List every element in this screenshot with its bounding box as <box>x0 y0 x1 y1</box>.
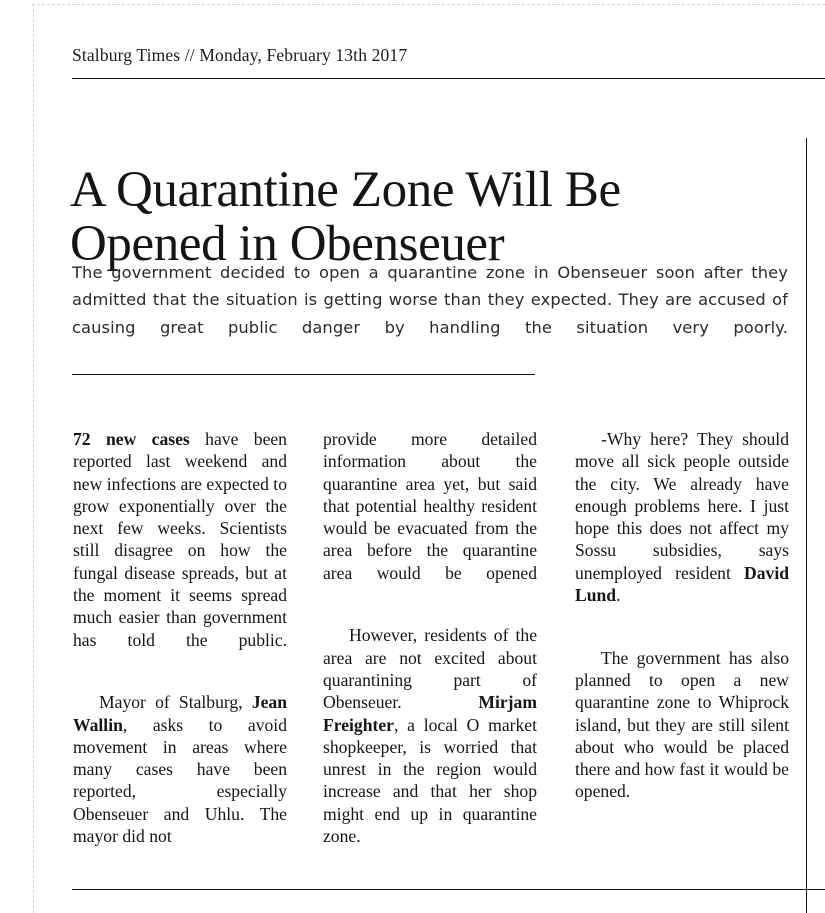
article-column-1 <box>73 428 287 878</box>
paragraph <box>575 428 789 629</box>
article-lede: The government decided to open a quarantine zone in Obenseuer soon after they admitted that the situation is getting worse than they expected. They are accused of causing great public danger by handling the situation very poorly. <box>72 263 788 337</box>
paragraph-text-before: However, residents of the area are not excited about quarantining part of Obenseuer. <box>323 625 537 713</box>
paragraph: The government has also planned to open a new quarantine zone to Whiprock island, but they are still silent about who would be placed there and how fast it would be opened. <box>575 647 789 802</box>
page-guide-vertical-left <box>33 4 34 913</box>
paragraph-text-before: Mayor of Stalburg, <box>99 692 252 713</box>
paragraph-text: have been reported last weekend and new infections are expected to grow exponentially over the next few weeks. Scientists still disagree on how the fungal disease spreads, but at the moment it seems spread much easier than government has told the public. <box>73 429 287 650</box>
headline-line-1: A Quarantine Zone Will Be <box>70 162 621 219</box>
paragraph-text-before: -Why here? They should move all sick people outside the city. We already have enough problems here. I just hope this does not affect my Sossu subsidies, says unemployed resident <box>575 429 789 583</box>
page-edge-rule-right <box>806 138 807 913</box>
paragraph-text-after: , a local O market shopkeeper, is worried that unrest in the region would increase and that her shop might end up in quarantine zone. <box>323 714 537 847</box>
masthead-rule <box>72 78 825 79</box>
lede-rule <box>72 374 535 375</box>
person-name: David Lund <box>575 562 789 606</box>
paragraph-text-after: , asks to avoid movement in areas where many cases have been reported, especially Obenseuer and Uhlu. The mayor did not <box>73 714 287 847</box>
paragraph-text-after: . <box>616 585 621 606</box>
paragraph <box>323 624 537 847</box>
article-column-3 <box>575 428 789 878</box>
paragraph <box>73 691 287 847</box>
page-bottom-rule <box>72 889 825 890</box>
page-title <box>70 163 790 271</box>
paragraph: provide more detailed information about the quarantine area yet, but said that potential healthy resident would be evacuated from the area before the quarantine area would be opened <box>323 429 537 583</box>
paragraph-lead-bold: 72 new cases <box>73 429 190 449</box>
paragraph <box>73 428 287 673</box>
page-guide-horizontal-top <box>32 4 825 5</box>
headline-line-2: Opened in Obenseuer <box>70 216 505 273</box>
person-name: Mirjam Freighter <box>323 692 537 735</box>
person-name: Jean Wallin <box>73 692 287 735</box>
article-column-2 <box>323 428 537 878</box>
masthead: Stalburg Times // Monday, February 13th 2017 <box>72 45 408 65</box>
article-body <box>73 428 806 878</box>
